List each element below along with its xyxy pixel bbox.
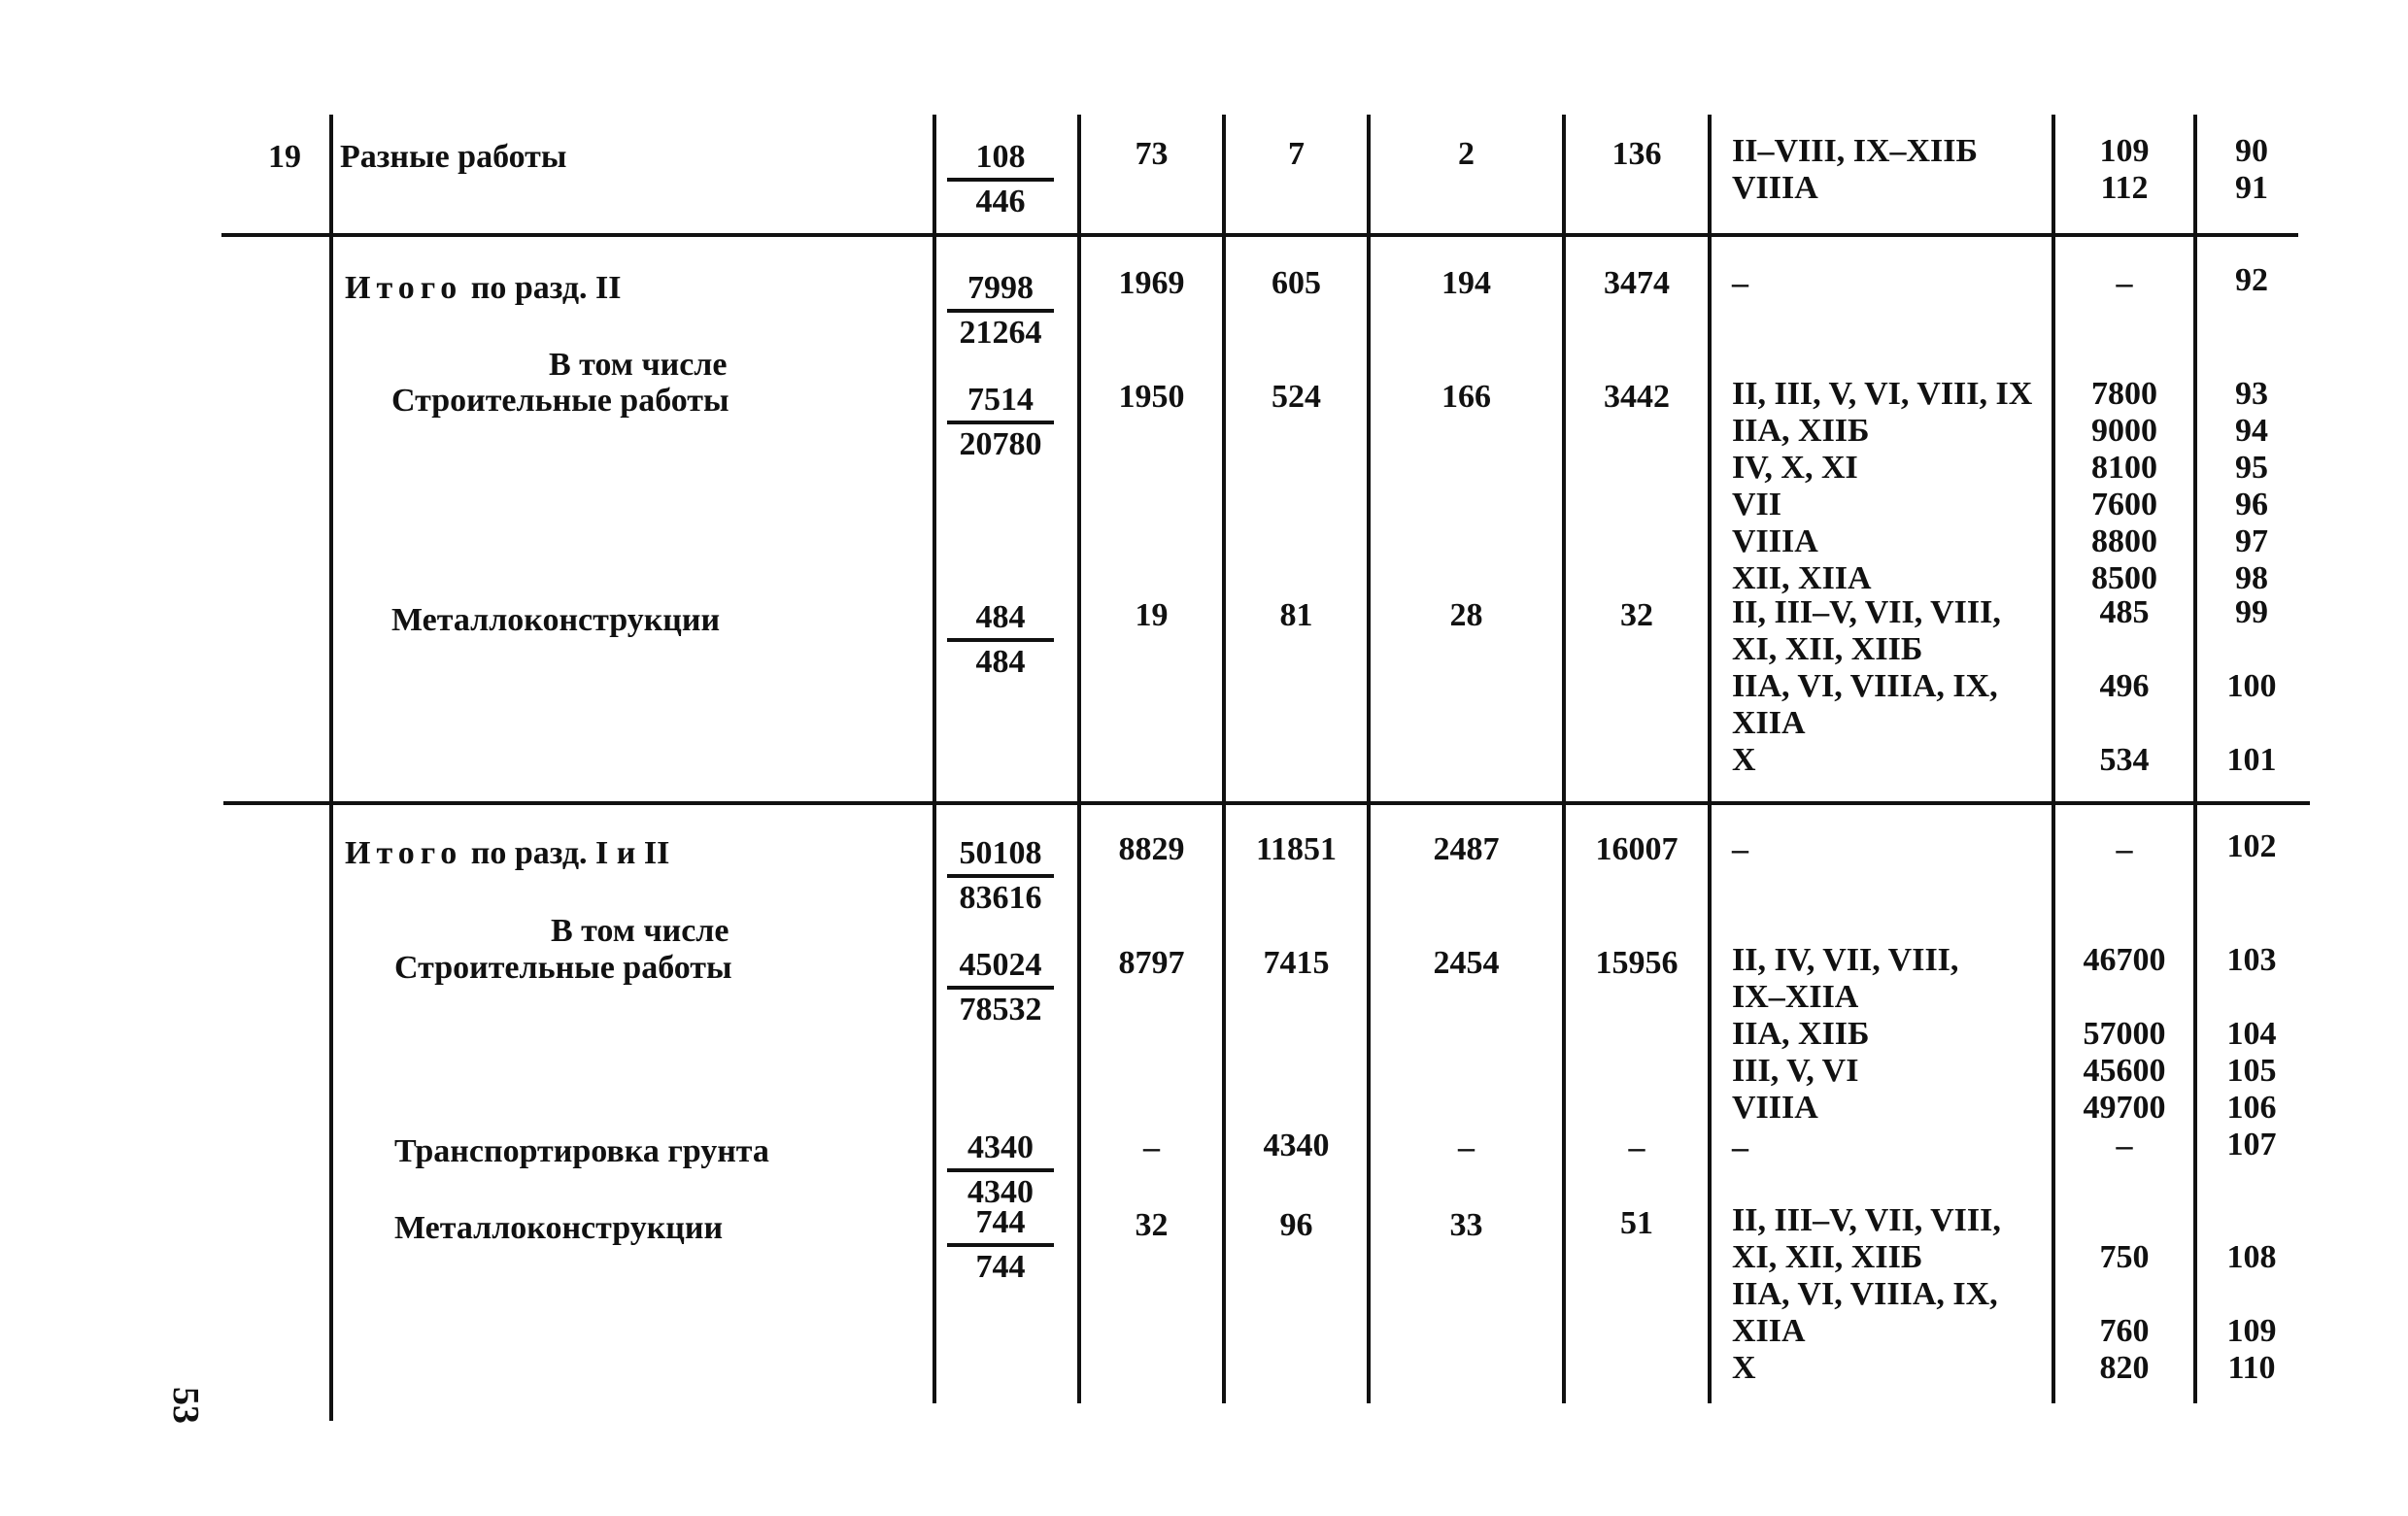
fraction-denominator: 20780 <box>959 426 1042 462</box>
zone-text: X <box>1732 742 1756 778</box>
zone-value: 112 <box>2100 170 2149 206</box>
line-number: 96 <box>2235 487 2268 522</box>
fraction-denominator: 83616 <box>959 880 1042 916</box>
row-name: Строительные работы <box>391 383 729 419</box>
fraction-numerator: 50108 <box>947 835 1054 878</box>
row-rule-1 <box>221 233 2298 237</box>
value-cell: 73 <box>1135 136 1169 172</box>
line-number: 95 <box>2235 450 2268 486</box>
zone-value: – <box>2116 265 2133 301</box>
zone-value: 46700 <box>2083 942 2166 978</box>
zone-text: VIIIA <box>1732 170 1818 206</box>
zone-text: II–VIII, IX–XIIБ <box>1732 133 1978 169</box>
zone-value: – <box>2116 1128 2133 1163</box>
fraction-numerator: 484 <box>947 599 1054 642</box>
value-cell: 32 <box>1620 597 1653 633</box>
zone-text: IIA, XIIБ <box>1732 1016 1870 1052</box>
zone-text: II, III–V, VII, VIII, <box>1732 1202 2001 1238</box>
line-number: 91 <box>2235 170 2268 206</box>
row-rule-2 <box>223 801 2310 805</box>
line-number: 105 <box>2226 1053 2277 1089</box>
line-number: 109 <box>2226 1313 2277 1349</box>
value-cell: 2 <box>1458 136 1475 172</box>
fraction-numerator: 744 <box>947 1204 1054 1247</box>
total-label <box>345 270 622 307</box>
col-rule-2 <box>933 115 936 1403</box>
value-cell: 1969 <box>1118 265 1185 301</box>
value-cell: 19 <box>1135 597 1169 633</box>
value-cell: 194 <box>1441 265 1491 301</box>
line-number: 99 <box>2235 594 2268 630</box>
zone-text: II, III–V, VII, VIII, <box>1732 594 2001 630</box>
line-number: 101 <box>2226 742 2277 778</box>
value-cell: 1950 <box>1118 379 1185 415</box>
fraction-denominator: 446 <box>975 184 1026 219</box>
value-cell: 524 <box>1272 379 1321 415</box>
value-cell: 7415 <box>1263 945 1330 981</box>
fraction-cell <box>947 382 1054 463</box>
page-number: 53 <box>165 1387 206 1424</box>
value-cell: 28 <box>1449 597 1483 633</box>
zone-text: IX–XIIA <box>1732 979 1859 1015</box>
value-cell: 4340 <box>1263 1128 1330 1163</box>
zone-text: II, IV, VII, VIII, <box>1732 942 1959 978</box>
col-rule-7 <box>1708 115 1712 1403</box>
row-name: Металлоконструкции <box>394 1210 724 1246</box>
fraction-cell <box>947 1204 1054 1286</box>
total-label-rest: по разд. II <box>470 270 622 306</box>
value-cell: 8829 <box>1118 831 1185 867</box>
value-cell: 166 <box>1441 379 1491 415</box>
including-label: В том числе <box>549 347 728 383</box>
fraction-denominator: 21264 <box>959 315 1042 351</box>
zone-text: IIA, VI, VIIIA, IX, <box>1732 1276 1998 1312</box>
zone-value: 49700 <box>2083 1090 2166 1126</box>
zone-value: 109 <box>2099 133 2150 169</box>
value-cell: – <box>1628 1129 1645 1165</box>
col-rule-1 <box>329 115 333 1421</box>
row-name: Разные работы <box>340 139 567 175</box>
zone-text: – <box>1732 265 1748 301</box>
value-cell: 32 <box>1135 1207 1169 1243</box>
line-number: 107 <box>2226 1127 2277 1162</box>
line-number: 90 <box>2235 133 2268 169</box>
zone-value: 534 <box>2099 742 2150 778</box>
value-cell: 2454 <box>1433 945 1500 981</box>
value-cell: 51 <box>1620 1205 1653 1241</box>
zone-text: XI, XII, XIIБ <box>1732 1239 1923 1275</box>
fraction-denominator: 484 <box>975 644 1026 680</box>
zone-value: 45600 <box>2083 1053 2166 1089</box>
line-number: 93 <box>2235 376 2268 412</box>
value-cell: 16007 <box>1595 831 1679 867</box>
fraction-numerator: 45024 <box>947 947 1054 990</box>
total-label <box>345 835 669 872</box>
including-label: В том числе <box>551 913 729 949</box>
value-cell: 2487 <box>1433 831 1500 867</box>
fraction-cell <box>947 139 1054 220</box>
fraction-cell <box>947 835 1054 917</box>
value-cell: 605 <box>1272 265 1321 301</box>
zone-value: 7600 <box>2091 487 2157 522</box>
zone-text: IIA, VI, VIIIA, IX, <box>1732 668 1998 704</box>
total-label-rest: по разд. I и II <box>470 835 670 871</box>
total-label-spaced: Итого <box>345 835 463 871</box>
total-label-spaced: Итого <box>345 270 463 306</box>
zone-text: X <box>1732 1350 1756 1386</box>
fraction-numerator: 7998 <box>947 270 1054 313</box>
zone-value: – <box>2116 831 2133 867</box>
fraction-denominator: 4340 <box>967 1174 1034 1210</box>
zone-text: XIIA <box>1732 1313 1806 1349</box>
zone-text: II, III, V, VI, VIII, IX <box>1732 376 2033 412</box>
value-cell: 15956 <box>1595 945 1679 981</box>
fraction-numerator: 108 <box>947 139 1054 182</box>
row-name: Строительные работы <box>394 950 732 986</box>
zone-value: 8100 <box>2091 450 2157 486</box>
value-cell: – <box>1143 1129 1160 1165</box>
line-number: 103 <box>2226 942 2277 978</box>
zone-text: – <box>1732 831 1748 867</box>
zone-text: XII, XIIA <box>1732 560 1872 596</box>
line-number: 108 <box>2226 1239 2277 1275</box>
zone-value: 496 <box>2099 668 2150 704</box>
line-number: 97 <box>2235 523 2268 559</box>
zone-value: 57000 <box>2083 1016 2166 1052</box>
value-cell: 81 <box>1279 597 1313 633</box>
zone-text: VII <box>1732 487 1782 522</box>
zone-value: 9000 <box>2091 413 2157 449</box>
value-cell: 3474 <box>1604 265 1670 301</box>
value-cell: 8797 <box>1118 945 1185 981</box>
line-number: 98 <box>2235 560 2268 596</box>
value-cell: 7 <box>1288 136 1305 172</box>
fraction-cell <box>947 947 1054 1028</box>
line-number: 110 <box>2227 1350 2276 1386</box>
zone-value: 750 <box>2099 1239 2150 1275</box>
fraction-denominator: 744 <box>975 1249 1026 1285</box>
zone-value: 760 <box>2099 1313 2150 1349</box>
row-name: Металлоконструкции <box>391 602 721 638</box>
fraction-cell <box>947 599 1054 681</box>
fraction-numerator: 7514 <box>947 382 1054 424</box>
value-cell: 11851 <box>1255 831 1338 867</box>
line-number: 106 <box>2226 1090 2277 1126</box>
zone-text: VIIIA <box>1732 523 1818 559</box>
zone-text: IIA, XIIБ <box>1732 413 1870 449</box>
row-number: 19 <box>268 139 301 175</box>
zone-text: – <box>1732 1129 1748 1165</box>
line-number: 94 <box>2235 413 2268 449</box>
value-cell: 33 <box>1449 1207 1483 1243</box>
row-name: Транспортировка грунта <box>394 1133 769 1169</box>
fraction-denominator: 78532 <box>959 992 1042 1028</box>
fraction-cell <box>947 1129 1054 1211</box>
zone-value: 485 <box>2099 594 2150 630</box>
value-cell: 96 <box>1279 1207 1313 1243</box>
zone-text: VIIIA <box>1732 1090 1818 1126</box>
zone-text: III, V, VI <box>1732 1053 1859 1089</box>
fraction-numerator: 4340 <box>947 1129 1054 1172</box>
value-cell: 3442 <box>1604 379 1670 415</box>
line-number: 104 <box>2226 1016 2277 1052</box>
zone-text: IV, X, XI <box>1732 450 1858 486</box>
line-number: 102 <box>2226 828 2277 864</box>
zone-text: XIIA <box>1732 705 1806 741</box>
zone-value: 7800 <box>2091 376 2157 412</box>
zone-value: 8500 <box>2091 560 2157 596</box>
value-cell: – <box>1458 1129 1475 1165</box>
zone-text: XI, XII, XIIБ <box>1732 631 1923 667</box>
value-cell: 136 <box>1611 136 1662 172</box>
fraction-cell <box>947 270 1054 352</box>
zone-value: 8800 <box>2091 523 2157 559</box>
line-number: 92 <box>2235 262 2268 298</box>
zone-value: 820 <box>2099 1350 2150 1386</box>
line-number: 100 <box>2226 668 2277 704</box>
